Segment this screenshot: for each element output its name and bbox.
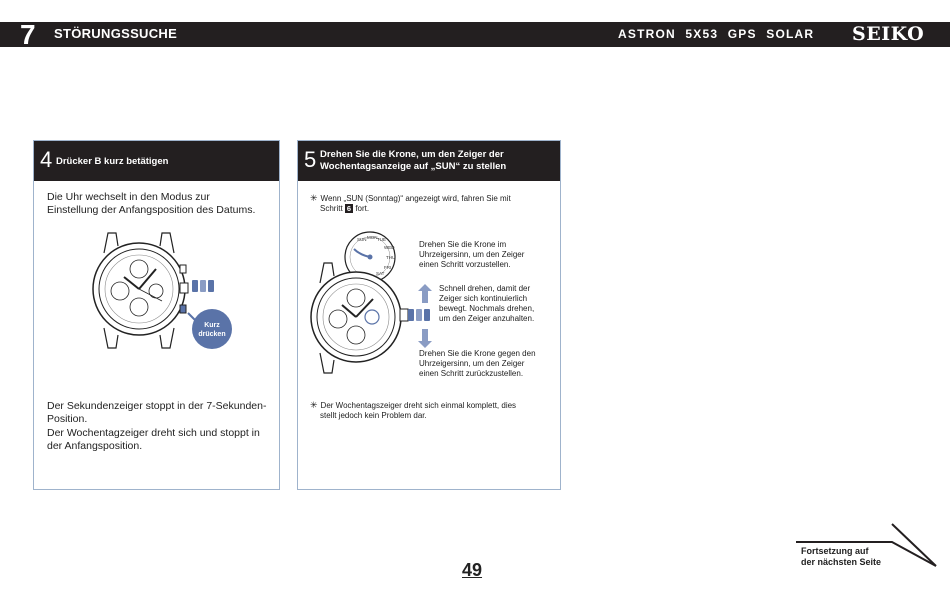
day-label-sat: SAT bbox=[376, 271, 385, 276]
step-4-intro: Die Uhr wechselt in den Modus zur Einstellung der Anfangsposition des Datums. bbox=[47, 191, 256, 216]
fast-turn-instruction: Schnell drehen, damit der Zeiger sich kontinuierlich bewegt. Nochmals drehen, um den Zeiger anzuhalten. bbox=[439, 284, 535, 323]
step-number: 5 bbox=[304, 147, 317, 172]
step-4-day-hand-text: Der Wochentagzeiger dreht sich und stoppt in der Anfangsposition. bbox=[47, 427, 260, 452]
day-label-thu: THU bbox=[386, 255, 396, 260]
step-title: Drehen Sie die Krone, um den Zeiger der Wochentagsanzeige auf „SUN“ zu stellen bbox=[320, 149, 507, 172]
chapter-title: STÖRUNGSSUCHE bbox=[54, 26, 178, 41]
clockwise-instruction: Drehen Sie die Krone im Uhrzeigersinn, um den Zeiger einen Schritt vorzustellen. bbox=[419, 240, 525, 269]
step-4-panel bbox=[33, 140, 280, 490]
chapter-number: 7 bbox=[20, 19, 36, 50]
asterisk-icon: ✳ bbox=[310, 400, 318, 410]
counterclockwise-instruction: Drehen Sie die Krone gegen den Uhrzeigersinn, um den Zeiger einen Schritt zurückzustellen. bbox=[419, 349, 536, 378]
continue-arrow-icon bbox=[796, 522, 946, 572]
step-number: 4 bbox=[40, 147, 53, 172]
note-sunday: ✳ Wenn „SUN (Sonntag)“ angezeigt wird, fahren Sie mit Schritt 6 fort. bbox=[310, 193, 511, 213]
step-4-second-hand-text: Der Sekundenzeiger stoppt in der 7-Sekunden- Position. bbox=[47, 400, 267, 425]
asterisk-icon: ✳ bbox=[310, 193, 318, 203]
page-number: 49 bbox=[462, 560, 483, 580]
day-label-mon: MON bbox=[367, 235, 378, 240]
day-label-tue: TUE bbox=[377, 237, 386, 242]
day-label-wed: WED bbox=[384, 245, 395, 250]
brand-logo: SEIKO bbox=[852, 23, 925, 45]
day-label-fri: FRI bbox=[384, 265, 392, 270]
step-5-panel bbox=[297, 140, 561, 490]
step-title: Drücker B kurz betätigen bbox=[56, 156, 169, 167]
day-label-sun: SUN bbox=[357, 237, 367, 242]
header-bar bbox=[0, 19, 950, 50]
press-button-badge: Kurz drücken bbox=[192, 309, 232, 349]
model-name: ASTRON 5X53 GPS SOLAR bbox=[618, 27, 815, 41]
step-6-badge: 6 bbox=[346, 204, 352, 213]
continue-next-page: Fortsetzung auf der nächsten Seite bbox=[801, 546, 882, 567]
note-full-rotation: ✳ Der Wochentagszeiger dreht sich einmal komplett, dies stellt jedoch kein Problem dar. bbox=[310, 400, 517, 420]
